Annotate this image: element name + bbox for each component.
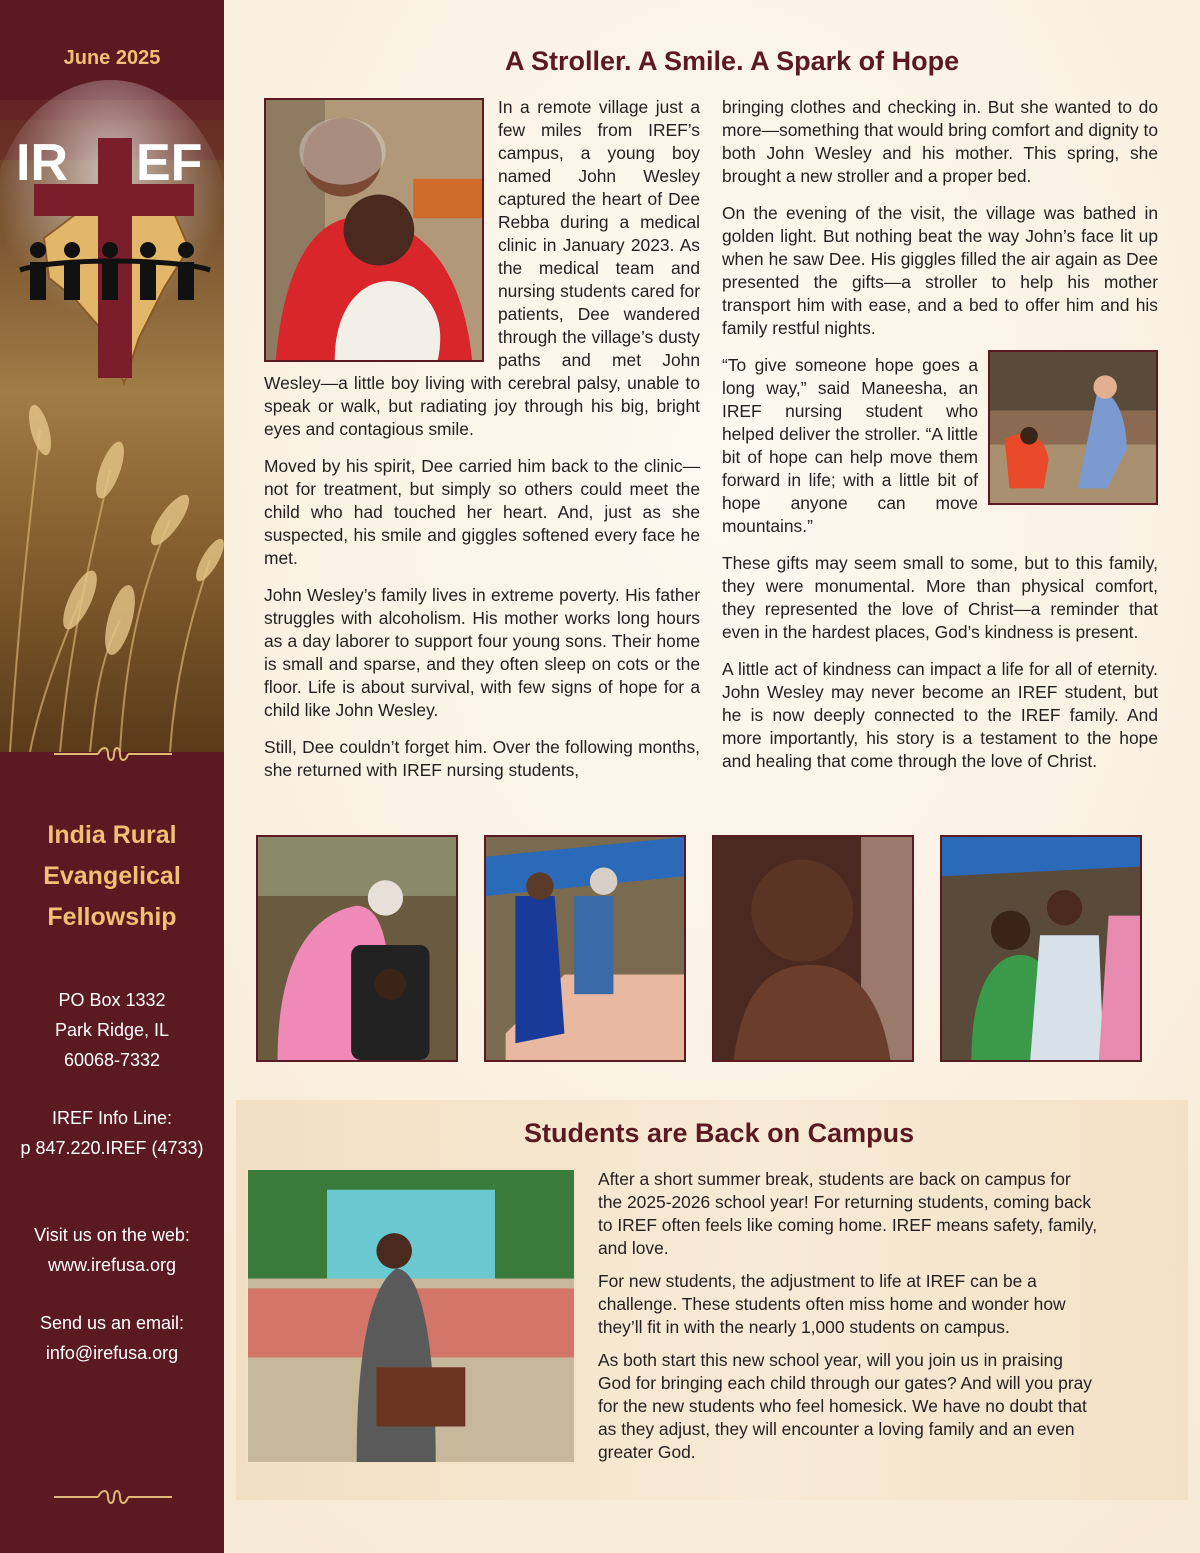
photo-float-spacer [264,96,498,362]
photo-student-with-suitcase [246,1168,576,1464]
article-title-campus: Students are Back on Campus [524,1118,915,1148]
flourish-divider-top [52,744,174,764]
email-link[interactable]: info@irefusa.org [45,1343,179,1363]
mailing-address: PO Box 1332 Park Ridge, IL 60068-7332 [54,990,170,1070]
svg-text:IR: IR [16,134,68,192]
info-line: IREF Info Line: p 847.220.IREF (4733) [20,1108,204,1158]
article2-paragraph: After a short summer break, students are back on campus for the 2025-2026 school year! For returning students, coming back to IREF often feels like coming home. IREF means safety, family, and love. [598,1169,1098,1258]
article1-paragraph: A little act of kindness can impact a life for all of eternity. John Wesley may never become an IREF student, but he is now deeply connected to the IREF family. And more importantly, his story is a testament to the hope and healing that come through the love of Christ. [722,659,1158,771]
article1-paragraph: These gifts may seem small to some, but to this family, they were monumental. More than physical comfort, they represented the love of Christ—a reminder that even in the hardest places, God’s kindness is present. [722,553,1158,642]
article1-column2 [722,96,1158,787]
article2-body [598,1168,1098,1474]
svg-text:EF: EF [136,134,203,192]
article1-column1 [264,96,700,796]
photo-stroller-child [256,835,458,1062]
article1-paragraph: John Wesley’s family lives in extreme poverty. His father struggles with alcoholism. His mother works long hours as a day laborer to support four young sons. Their home is small and sparse, and they often sleep on cots or the floor. Life is about survival, with few signs of hope for a child like John Wesley. [264,585,700,720]
photo-john-wesley-portrait [712,835,914,1062]
photo-new-bed [484,835,686,1062]
sidebar [0,0,224,1553]
article1-paragraph: “To give someone hope goes a long way,” said Maneesha, an IREF nursing student who helped deliver the stroller. “A little bit of hope can help move them forward in life; with a little bit of hope anyone can move mountains.” [722,355,978,536]
article1-paragraph: bringing clothes and checking in. But she wanted to do more—something that would bring comfort and dignity to both John Wesley and his mother. This spring, she brought a new stroller and a proper bed. [722,97,1158,186]
email-info: Send us an email: info@irefusa.org [0,1308,224,1368]
article1-paragraph: In a remote village just a few miles from IREF’s campus, a young boy named John Wesley captured the heart of Dee Rebba during a medical clinic in January 2023. As the medical team and nursing students cared for patients, Dee wandered through the village’s dusty paths and met John Wesley—a little boy living with cerebral palsy, unable to speak or walk, but radiating joy through his big, bright eyes and contagious smile. [264,97,700,439]
article1-paragraph: Still, Dee couldn’t forget him. Over the following months, she returned with IREF nursing students, [264,737,700,780]
website-info: Visit us on the web: www.irefusa.org [0,1220,224,1280]
article1-paragraph: Moved by his spirit, Dee carried him back to the clinic—not for treatment, but simply so others could meet the child who had touched her heart. And, just as she suspected, his smile and giggles softened every face he met. [264,456,700,568]
organization-name: India Rural Evangelical Fellowship [43,821,181,931]
article1-paragraph: On the evening of the visit, the village was bathed in golden light. But nothing beat the way John’s face lit up when he saw Dee. His giggles filled the air again as Dee presented the gifts—a stroller to help his mother transport him with ease, and a bed to offer him and his family restful nights. [722,203,1158,338]
issue-date: June 2025 [63,47,161,69]
photo-family-group [940,835,1142,1062]
article2-paragraph: As both start this new school year, will you join us in praising God for bringing each child through our gates? And will you pray for the new students who feel homesick. We have no doubt that as they adjust, they will encounter a loving family and an even greater God. [598,1350,1093,1462]
iref-logo [14,128,214,388]
photo-float-spacer [978,354,1158,524]
article-title-stroller: A Stroller. A Smile. A Spark of Hope [505,46,960,76]
website-link[interactable]: www.irefusa.org [47,1255,177,1275]
flourish-divider-bottom [52,1487,174,1507]
article2-paragraph: For new students, the adjustment to life at IREF can be a challenge. These students often miss home and wonder how they’ll fit in with the nearly 1,000 students on campus. [598,1271,1066,1337]
